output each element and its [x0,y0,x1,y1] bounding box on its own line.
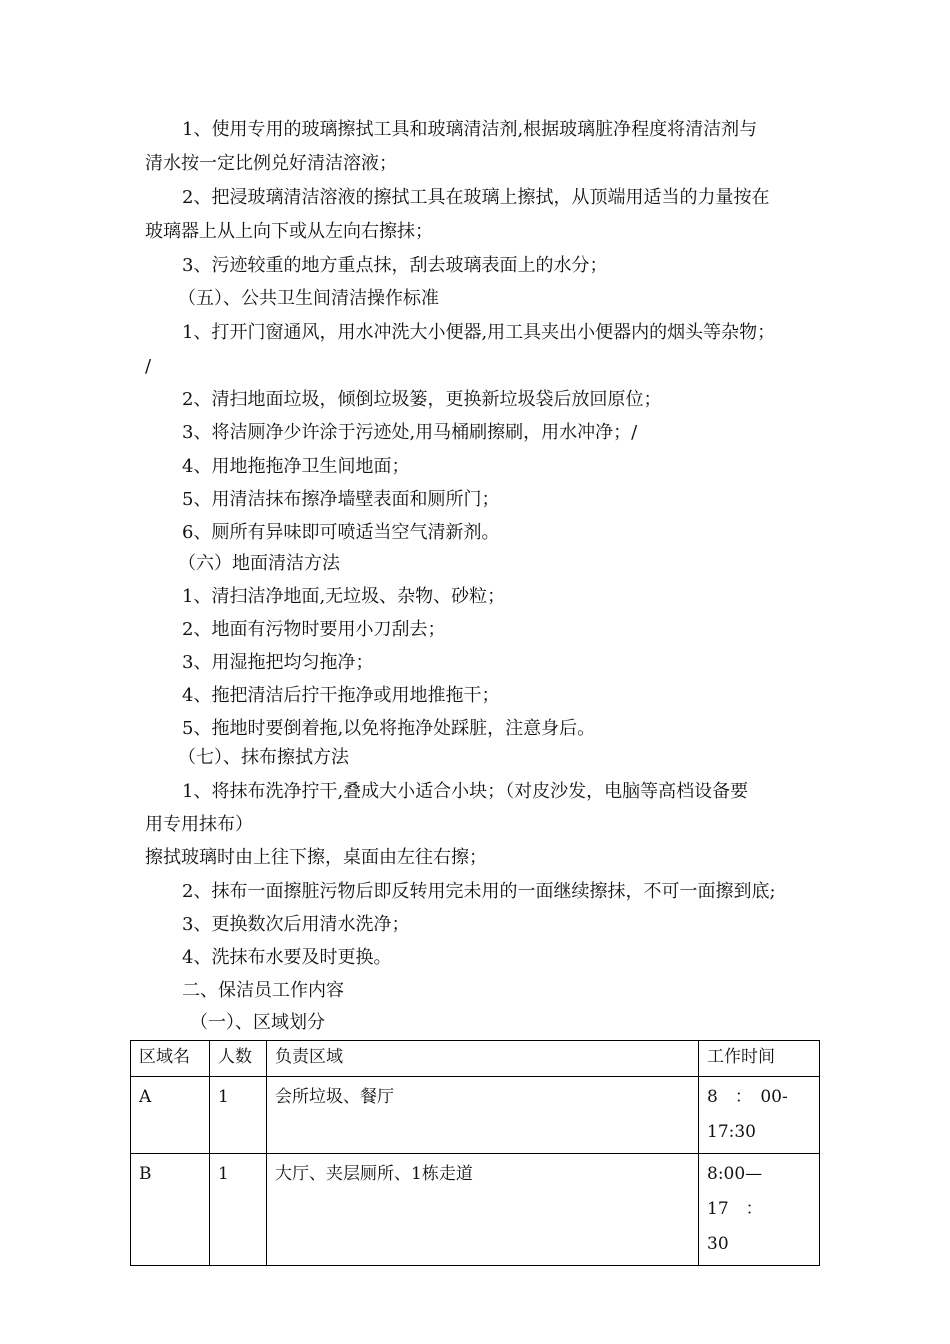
table-cell: 1 [210,1154,267,1266]
time-line: 17:30 [707,1122,756,1142]
paragraph-line: 2、清扫地面垃圾，倾倒垃圾篓，更换新垃圾袋后放回原位； [182,389,662,410]
paragraph-line: 用专用抹布） [145,814,253,835]
section-heading: 二、保洁员工作内容 [182,980,344,1001]
time-line: 30 [707,1234,729,1254]
table-cell [699,1077,820,1154]
table-header-cell: 人数 [210,1041,267,1077]
table-cell: A [131,1077,210,1154]
table-header-cell: 负责区域 [267,1041,699,1077]
paragraph-line: 5、用清洁抹布擦净墙壁表面和厕所门； [182,489,500,510]
area-division-table [130,1040,820,1266]
table-cell: B [131,1154,210,1266]
paragraph-line: 3、用湿拖把均匀拖净； [182,652,374,673]
paragraph-line: 4、洗抹布水要及时更换。 [182,947,392,968]
section-heading: （六）地面清洁方法 [178,553,340,574]
paragraph-line: 3、将洁厕净少许涂于污迹处,用马桶刷擦刷，用水冲净；/ [182,422,638,443]
table-row [131,1077,820,1154]
table-cell: 会所垃圾、餐厅 [267,1077,699,1154]
paragraph-line: 2、抹布一面擦脏污物后即反转用完未用的一面继续擦抹，不可一面擦到底; [182,881,776,902]
paragraph-line: 擦拭玻璃时由上往下擦，桌面由左往右擦； [145,847,487,868]
subsection-heading: （一）、区域划分 [190,1012,325,1033]
paragraph-line: 1、将抹布洗净拧干,叠成大小适合小块；（对皮沙发，电脑等高档设备要 [182,781,749,802]
paragraph-line: 3、污迹较重的地方重点抹，刮去玻璃表面上的水分； [182,255,608,276]
time-line: 8 ： 00- [707,1087,788,1107]
table-cell: 大厅、夹层厕所、1栋走道 [267,1154,699,1266]
section-heading: （七）、抹布擦拭方法 [178,747,349,768]
section-heading: （五）、公共卫生间清洁操作标准 [178,288,439,309]
table-header-row [131,1041,820,1077]
paragraph-line: 1、打开门窗通风，用水冲洗大小便器,用工具夹出小便器内的烟头等杂物； [182,322,776,343]
paragraph-line: 5、拖地时要倒着拖,以免将拖净处踩脏，注意身后。 [182,718,596,739]
table-header-cell: 区域名 [131,1041,210,1077]
paragraph-line: 4、拖把清洁后拧干拖净或用地推拖干； [182,685,500,706]
paragraph-line: 6、厕所有异味即可喷适当空气清新剂。 [182,522,500,543]
paragraph-line: 3、更换数次后用清水洗净； [182,914,410,935]
time-line: 8:00—17 ： [707,1164,763,1219]
table-cell [699,1154,820,1266]
paragraph-line: 玻璃器上从上向下或从左向右擦抹； [145,221,433,242]
paragraph-line: 4、用地拖拖净卫生间地面； [182,456,410,477]
paragraph-line: 1、使用专用的玻璃擦拭工具和玻璃清洁剂,根据玻璃脏净程度将清洁剂与 [182,119,758,140]
table-row [131,1154,820,1266]
paragraph-line: 2、地面有污物时要用小刀刮去； [182,619,446,640]
paragraph-line: / [145,356,152,377]
table-cell: 1 [210,1077,267,1154]
paragraph-line: 清水按一定比例兑好清洁溶液； [145,153,397,174]
paragraph-line: 2、把浸玻璃清洁溶液的擦拭工具在玻璃上擦拭，从顶端用适当的力量按在 [182,187,770,208]
paragraph-line: 1、清扫洁净地面,无垃圾、杂物、砂粒； [182,586,506,607]
table-header-cell: 工作时间 [699,1041,820,1077]
